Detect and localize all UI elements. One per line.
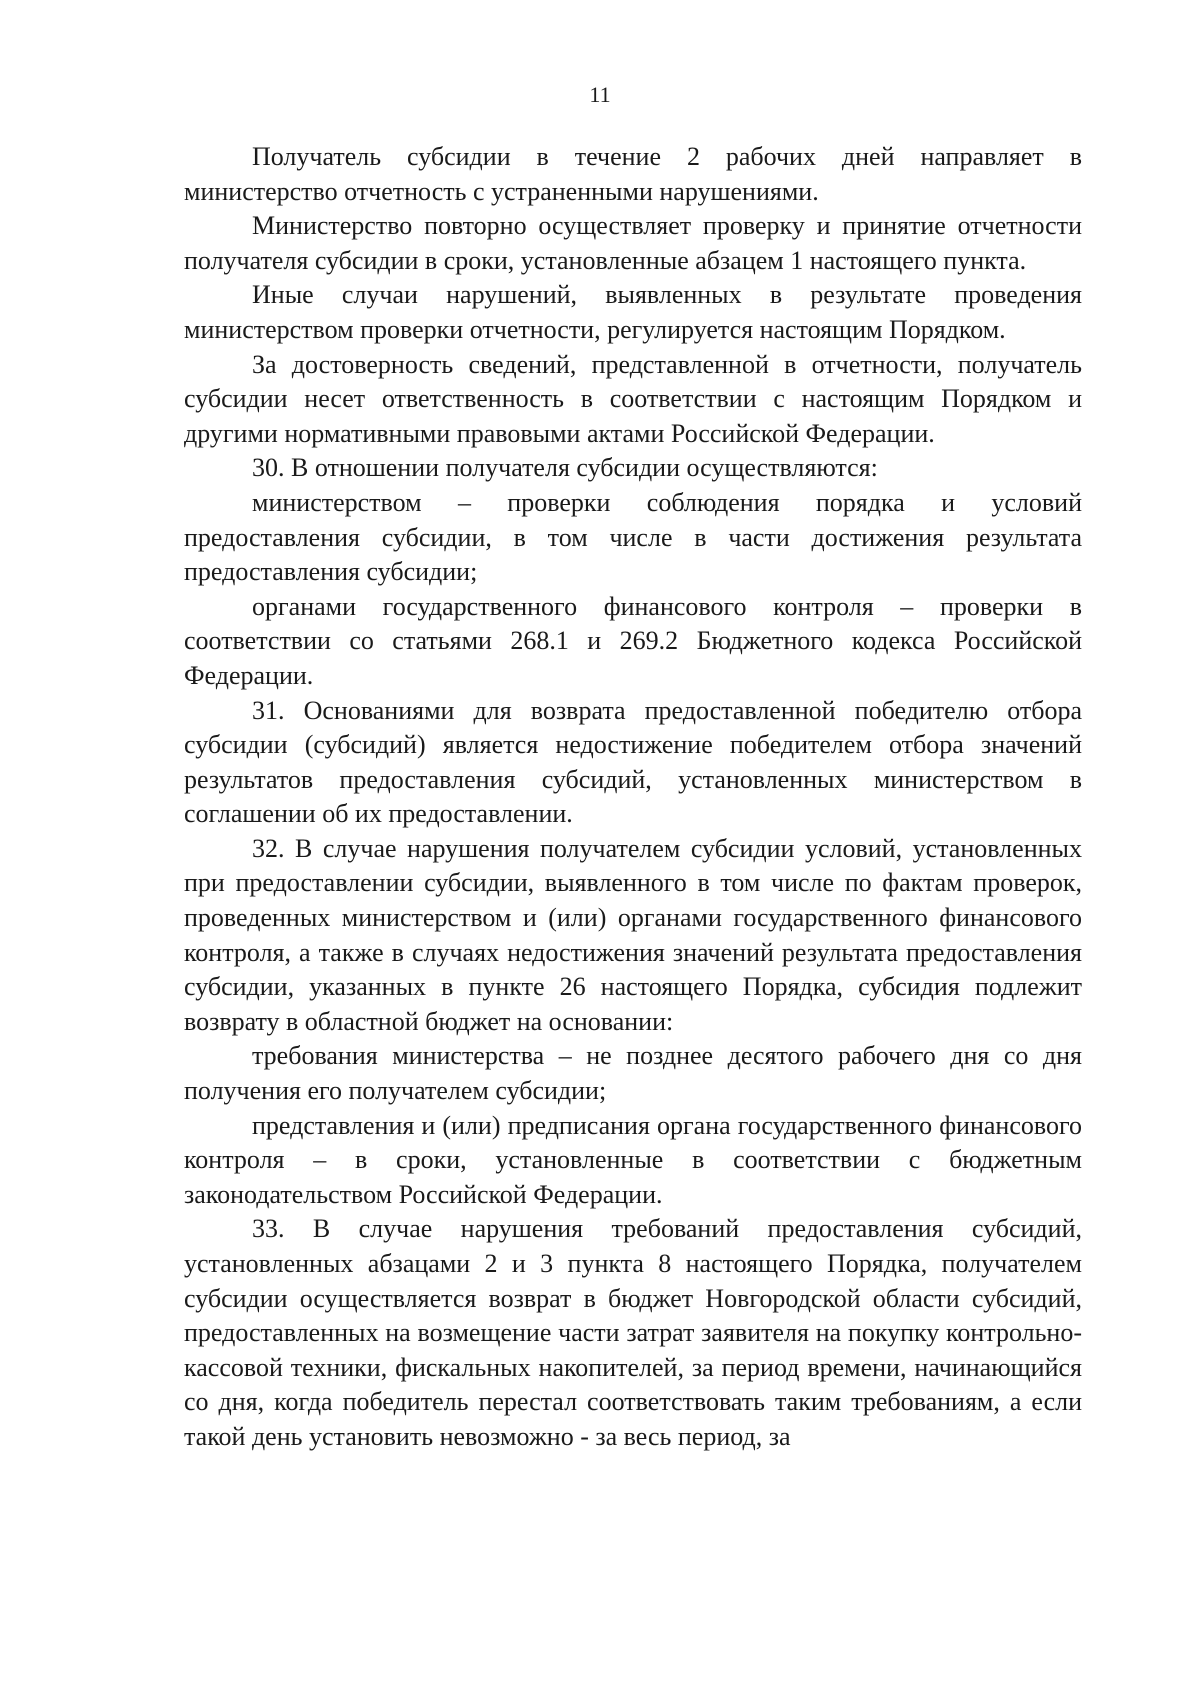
paragraph-ministry-requirement: требования министерства – не позднее десятого рабочего дня со дня получения его получателем субсидии; — [184, 1041, 1082, 1106]
paragraph-repeat-check: Министерство повторно осуществляет проверку и принятие отчетности получателя субсидии в сроки, установленные абзацем 1 настоящего пункта. — [184, 211, 1082, 275]
paragraph-other-violations: Иные случаи нарушений, выявленных в результате проведения министерством проверки отчетности, регулируется настоящим Порядком. — [184, 280, 1082, 344]
paragraph-financial-control-checks: органами государственного финансового контроля – проверки в соответствии со статьями 268.1 и 269.2 Бюджетного кодекса Российской Федерации. — [184, 591, 1082, 690]
paragraph-ministry-checks: министерством – проверки соблюдения порядка и условий предоставления субсидии, в том числе в части достижения результата предоставления субсидии; — [184, 487, 1082, 587]
paragraph-item-31: 31. Основаниями для возврата предоставленной победителю отбора субсидии (субсидий) является недостижение победителем отбора значений результатов предоставления субсидий, установленных министерством в соглашении об их предоставлении. — [184, 695, 1082, 829]
paragraph-control-order: представления и (или) предписания органа государственного финансового контроля – в сроки, установленные в соответствии с бюджетным законодательством Российской Федерации. — [184, 1110, 1082, 1209]
paragraph-item-32: 32. В случае нарушения получателем субсидии условий, установленных при предоставлении субсидии, выявленного в том числе по фактам проверок, проведенных министерством и (или) органами государственного финансового контроля, а также в случаях недостижения значений результата предоставления субсидии, указанных в пункте 26 настоящего Порядка, субсидия подлежит возврату в областной бюджет на основании: — [184, 833, 1082, 1036]
paragraph-report-resubmission: Получатель субсидии в течение 2 рабочих дней направляет в министерство отчетность с устраненными нарушениями. — [184, 142, 1082, 206]
page-number: 11 — [589, 82, 611, 107]
document-body — [184, 140, 1082, 1455]
paragraph-reliability-responsibility: За достоверность сведений, представленной в отчетности, получатель субсидии несет ответственность в соответствии с настоящим Порядком и другими нормативными правовыми актами Российской Федерации. — [184, 349, 1082, 448]
paragraph-item-33: 33. В случае нарушения требований предоставления субсидий, установленных абзацами 2 и 3 пункта 8 настоящего Порядка, получателем субсидии осуществляется возврат в бюджет Новгородской области субсидий, предоставленных на возмещение части затрат заявителя на покупку контрольно-кассовой техники, фискальных накопителей, за период времени, начинающийся со дня, когда победитель перестал соответствовать таким требованиям, а если такой день установить невозможно - за весь период, за — [184, 1214, 1082, 1451]
paragraph-item-30: 30. В отношении получателя субсидии осуществляются: — [252, 453, 878, 483]
